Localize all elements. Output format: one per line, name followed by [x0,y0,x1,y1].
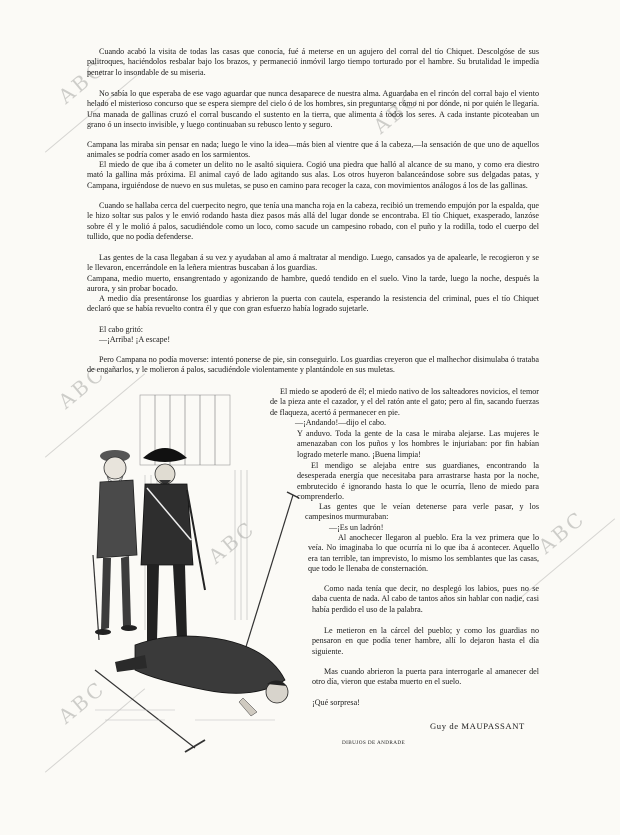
paragraph-5: Cuando se hallaba cerca del cuerpecito negro, que tenía una mancha roja en la cabeza, recibió un tremendo empujón por la espalda, que le hizo soltar sus palos y le envió rodando hasta diez pasos más allá del lugar donde se encontraba. El tío Chiquet, exasperado, lanzóse sobre él y le molió á palos, sacudiéndole como un loco, como sacude un campesino robado, con el puño y la rodilla, todo el cuerpo del tullido, que no podía defenderse. [87,201,539,241]
paragraph-20: Le metieron en la cárcel del pueblo; y como los guardias no pensaron en que podía tener hambre, allí lo dejaron hasta el día siguiente. [312,626,539,656]
paragraph-15: El mendigo se alejaba entre sus guardianes, encontrando la desesperada energía que necesitaba para arrastrarse hasta por la noche, embrutecido é ignorando hasta lo que le ocurría, lleno de miedo para comprenderlo. [297,461,539,501]
old-guard-figure [93,450,137,640]
paragraph-21: Mas cuando abrieron la puerta para interrogarle al amanecer del otro día, vieron que estaba muerto en el suelo. [312,667,539,687]
paragraph-22: ¡Qué sorpresa! [312,698,360,707]
paragraph-14: Y anduvo. Toda la gente de la casa le miraba alejarse. Las mujeres le amenazaban con los puños y los hombres le injuriaban: por fin habían logrado meterle mano. ¡Buena limpia! [297,429,539,459]
paragraph-2: No sabía lo que esperaba de ese vago aguardar que nunca desaparece de nuestra alma. Aguardaba en el rincón del corral bajo el viento helado el misterioso concurso que se espera siempre del cielo ó de los hombres, sin preguntarse cómo ni por dónde, ni por quién le llegaría. Una manada de gallinas cruzó el corral buscando el sustento en la tierra, que alimenta á todos los seres. A cada instante picoteaban un grano ó un insecto invisible, y luego continuaban su rebusco lento y seguro. [87,89,539,129]
paragraph-19: Como nada tenía que decir, no desplegó los labios, pues no se daba cuenta de nada. Al cabo de tantos años sin hablar con nadie, casi había perdido el uso de la palabra. [312,584,539,614]
watermark-abc: ABC [533,505,591,559]
paragraph-7: Campana, medio muerto, ensangrentado y agonizando de hambre, quedó tendido en el suelo. Vino la tarde, luego la noche, después la aurora, y sin probar bocado. [87,274,539,294]
paragraph-6: Las gentes de la casa llegaban á su vez y ayudaban al amo á maltratar al mendigo. Luego, cansados ya de apalearle, le recogieron y se le llevaron, encerrándole en la leñera mientras buscaban á los guardias. [87,253,539,273]
fallen-beggar-figure [115,636,288,716]
paragraph-12: El miedo se apoderó de él; el miedo nativo de los salteadores novicios, el temor de la pieza ante el cazador, y el del ratón ante el gato; pero al fin, sacando fuerzas de flaqueza, acertó á permanecer en pie. [270,387,539,417]
watermark-abc: ABC [53,55,111,109]
watermark-abc: ABC [53,360,111,414]
paragraph-10: —¡Arriba! ¡A escape! [99,335,171,344]
civil-guard-figure [141,448,205,647]
paragraph-17: —¡Es un ladrón! [329,523,384,532]
paragraph-13: —¡Andando!—dijo el cabo. [295,418,387,427]
paragraph-4: El miedo de que iba á cometer un delito no le asaltó siquiera. Cogió una piedra que halló al alcance de su mano, y como era diestro mató la gallina más próxima. El animal cayó de lado agitando sus alas. Los otros huyeron balanceándose sobre sus delgadas patas, y Campana, irguiéndose de nuevo en sus muletas, se puso en camino para recoger la caza, con movimientos análogos á los de las gallinas. [87,160,539,190]
author-signature: Guy de MAUPASSANT [430,721,525,731]
watermark-abc: ABC [53,675,111,729]
watermark-abc: ABC [203,515,261,569]
paragraph-18: Al anochecer llegaron al pueblo. Era la vez primera que lo veía. No imaginaba lo que ocurría ni lo que iba á acontecer. Aquello era tan terrible, tan imprevisto, lo mismo los semblantes que las casas, que todo le llenaba de consternación. [308,533,539,573]
paragraph-1: Cuando acabó la visita de todas las casas que conocía, fué á meterse en un agujero del corral del tío Chiquet. Descolgóse de sus palitroques, haciéndolos resbalar bajo los brazos, y permaneció inmóvil largo tiempo torturado por el hambre. Su brutalidad le impedía penetrar lo insondable de su miseria. [87,47,539,77]
paragraph-3: Campana las miraba sin pensar en nada; luego le vino la idea—más bien al vientre que á la cabeza,—la sensación de que uno de aquellos animales se podría comer asado en los sarmientos. [87,140,539,160]
paragraph-9: El cabo gritó: [99,325,144,334]
illustration-credit: DIBUJOS DE ANDRADE [342,740,406,746]
paragraph-8: A medio día presentáronse los guardias y abrieron la puerta con cautela, esperando la resistencia del criminal, pues el tío Chiquet declaró que se había revuelto contra él y que con gran esfuerzo había logrado sujetarle. [87,294,539,314]
paragraph-11: Pero Campana no podía moverse: intentó ponerse de pie, sin conseguirlo. Los guardias creyeron que el malhechor disimulaba ó trataba de engañarlos, y le molieron á palos, sacudiéndole violentamente y plantándole en sus muletas. [87,355,539,375]
paragraph-16: Las gentes que le veían detenerse para verle pasar, y los campesinos murmuraban: [305,502,539,522]
watermark-abc: ABC [368,85,426,139]
engraving-illustration [55,380,305,760]
